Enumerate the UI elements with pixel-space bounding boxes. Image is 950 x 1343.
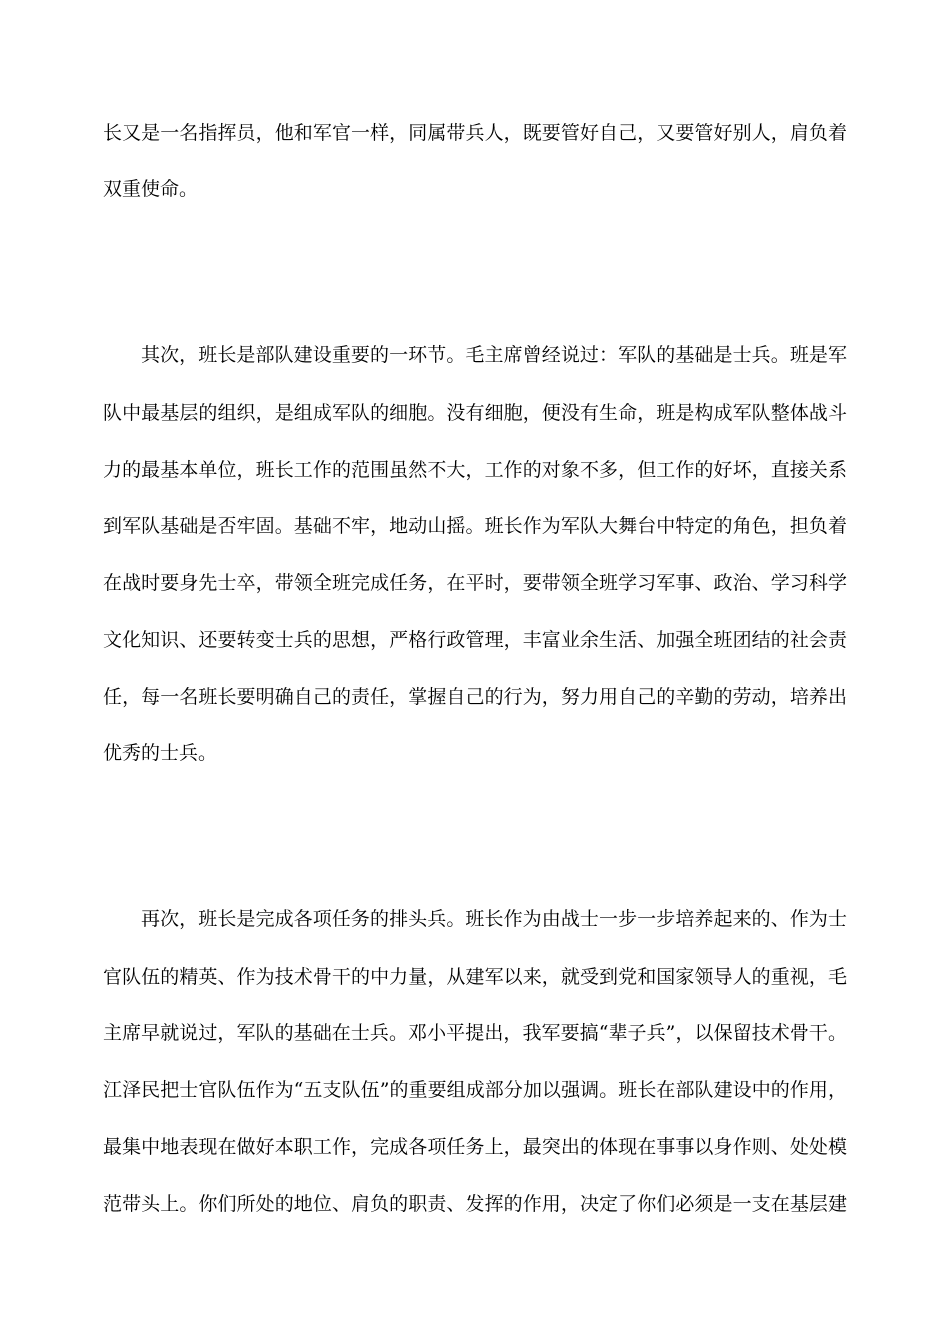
text-line: 官队伍的精英、作为技术骨干的中力量，从建军以来，就受到党和国家领导人的重视，毛 <box>103 966 847 988</box>
text-line: 范带头上。你们所处的地位、肩负的职责、发挥的作用，决定了你们必须是一支在基层建 <box>103 1193 847 1215</box>
text-line: 长又是一名指挥员，他和军官一样，同属带兵人，既要管好自己，又要管好别人，肩负着 <box>103 122 847 144</box>
text-line: 再次，班长是完成各项任务的排头兵。班长作为由战士一步一步培养起来的、作为士 <box>141 908 847 930</box>
text-line: 优秀的士兵。 <box>103 742 218 764</box>
text-line: 主席早就说过，军队的基础在士兵。邓小平提出，我军要搞“辈子兵”，以保留技术骨干。 <box>103 1022 847 1044</box>
text-line: 在战时要身先士卒，带领全班完成任务，在平时，要带领全班学习军事、政治、学习科学 <box>103 572 847 594</box>
text-line: 最集中地表现在做好本职工作，完成各项任务上，最突出的体现在事事以身作则、处处模 <box>103 1136 847 1158</box>
text-line: 文化知识、还要转变士兵的思想，严格行政管理，丰富业余生活、加强全班团结的社会责 <box>103 629 847 651</box>
text-line: 江泽民把士官队伍作为“五支队伍”的重要组成部分加以强调。班长在部队建设中的作用， <box>103 1079 847 1101</box>
text-line: 队中最基层的组织，是组成军队的细胞。没有细胞，便没有生命，班是构成军队整体战斗 <box>103 402 847 424</box>
text-line: 到军队基础是否牢固。基础不牢，地动山摇。班长作为军队大舞台中特定的角色，担负着 <box>103 515 847 537</box>
text-line: 任，每一名班长要明确自己的责任，掌握自己的行为，努力用自己的辛勤的劳动，培养出 <box>103 686 847 708</box>
text-line: 双重使命。 <box>103 178 199 200</box>
text-line: 其次，班长是部队建设重要的一环节。毛主席曾经说过：军队的基础是士兵。班是军 <box>141 344 847 366</box>
text-line: 力的最基本单位，班长工作的范围虽然不大，工作的对象不多，但工作的好坏，直接关系 <box>103 459 847 481</box>
